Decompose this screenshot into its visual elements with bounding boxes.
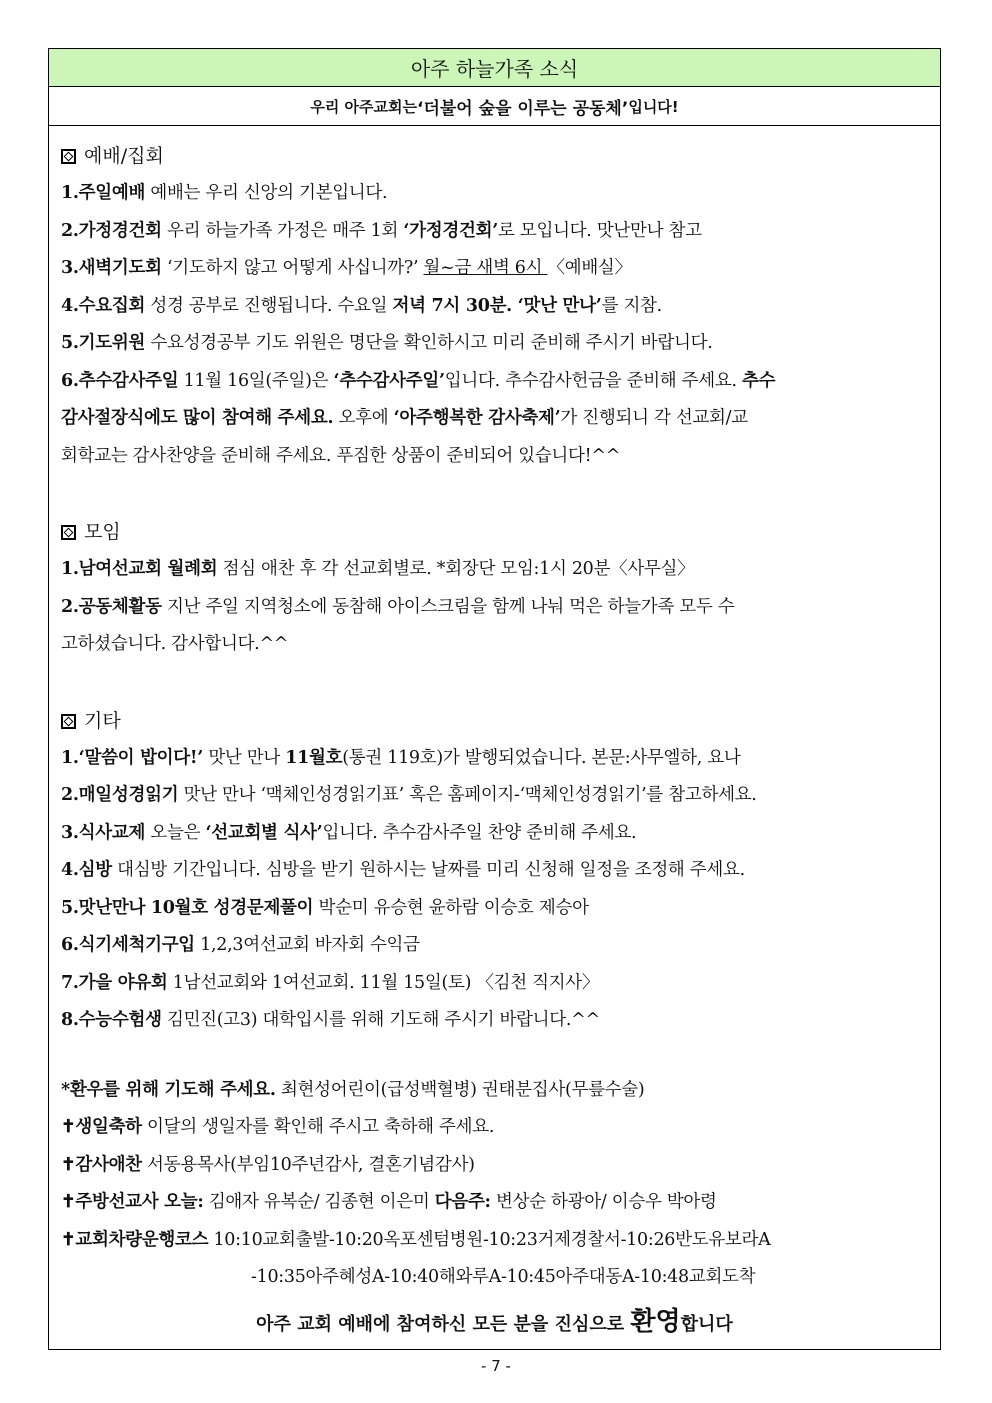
line-b: 2.매일성경읽기 bbox=[61, 785, 179, 805]
list-item bbox=[61, 250, 934, 288]
page-number: - 7 - bbox=[481, 1357, 511, 1375]
line-b: 5.기도위원 bbox=[61, 333, 146, 353]
line-t: 박순미 유승현 윤하람 이승호 제승아 bbox=[313, 897, 589, 918]
line-t2: (통권 119호)가 발행되었습니다. 본문:사무엘하, 요나 bbox=[342, 747, 741, 768]
spacer bbox=[61, 475, 934, 513]
list-item bbox=[61, 1072, 934, 1110]
list-item bbox=[61, 815, 934, 853]
list-item bbox=[61, 740, 934, 778]
line-t: 맛난 만나 ‘맥체인성경읽기표’ 혹은 홈페이지-‘맥체인성경읽기’를 참고하세요. bbox=[178, 785, 757, 805]
welcome-post: 합니다 bbox=[680, 1314, 733, 1335]
line-b: 4.심방 bbox=[61, 860, 112, 880]
line-t2: 를 지참. bbox=[601, 295, 662, 316]
section-title-meeting bbox=[61, 513, 934, 551]
welcome-big: 환영 bbox=[630, 1307, 681, 1337]
line-u: 월~금 새벽 6시 bbox=[423, 258, 548, 278]
section-box-icon bbox=[61, 149, 76, 164]
line-t2: 로 모입니다. 맛난만나 참고 bbox=[498, 220, 702, 241]
worship-list bbox=[61, 175, 934, 475]
list-item bbox=[61, 1002, 934, 1040]
line-b: 1.‘말씀이 밥이다!’ bbox=[61, 747, 204, 768]
list-item bbox=[61, 213, 934, 251]
line-b2: ‘선교회별 식사’ bbox=[205, 822, 323, 843]
welcome-pre: 아주 교회 예배에 참여하신 모든 분을 진심으로 bbox=[256, 1314, 631, 1335]
line-t: ‘기도하지 않고 어떻게 사십니까?’ bbox=[161, 258, 424, 278]
line-t: 1,2,3여선교회 바자회 수익금 bbox=[194, 935, 420, 955]
list-item bbox=[61, 288, 934, 326]
line-b: ✝감사애찬 bbox=[61, 1154, 142, 1175]
line-t: 최현성어린이(급성백혈병) 권태분집사(무릎수술) bbox=[275, 1079, 645, 1100]
notes-list bbox=[61, 1072, 934, 1297]
line-t2: 가 진행되니 각 선교회/교 bbox=[560, 408, 748, 428]
page-title: 아주 하늘가족 소식 bbox=[49, 49, 940, 87]
line-t: 10:10교회출발-10:20옥포센텀병원-10:23거제경찰서-10:26반도유보라A bbox=[208, 1229, 771, 1250]
section-title-text: 모임 bbox=[84, 521, 121, 543]
line-b2: ‘가정경건회’ bbox=[403, 220, 498, 241]
list-item bbox=[61, 1259, 934, 1297]
line-b2: ‘추수감사주일’ bbox=[333, 370, 445, 391]
line-b: 5.맛난만나 10월호 성경문제풀이 bbox=[61, 897, 314, 918]
line-b: *환우를 위해 기도해 주세요. bbox=[61, 1079, 276, 1100]
line-t: 대심방 기간입니다. 심방을 받기 원하시는 날짜를 미리 신청해 일정을 조정해 주세요. bbox=[111, 860, 745, 880]
list-item bbox=[61, 965, 934, 1003]
spacer bbox=[61, 664, 934, 702]
line-b: 4.수요집회 bbox=[61, 295, 146, 316]
line-t: 오늘은 bbox=[145, 822, 206, 843]
list-item bbox=[61, 777, 934, 815]
list-item bbox=[61, 852, 934, 890]
section-title-text: 기타 bbox=[84, 709, 121, 732]
line-b: 1.남여선교회 월례회 bbox=[61, 559, 218, 579]
line-b: 2.공동체활동 bbox=[61, 596, 162, 617]
line-b: 1.주일예배 bbox=[61, 183, 146, 203]
line-t: 점심 애찬 후 각 선교회별로. *회장단 모임:1시 20분〈사무실〉 bbox=[217, 559, 695, 579]
list-item bbox=[61, 1147, 934, 1185]
line-b2: 11월호 bbox=[285, 747, 343, 768]
line-t2: 입니다. 추수감사주일 찬양 준비해 주세요. bbox=[322, 822, 637, 843]
line-t: 김민진(고3) 대학입시를 위해 기도해 주시기 바랍니다.^^ bbox=[161, 1010, 600, 1030]
section-title-etc bbox=[61, 702, 934, 740]
subtitle-pre: 우리 아주교회는 bbox=[310, 97, 417, 116]
line-t: 예배는 우리 신앙의 기본입니다. bbox=[145, 183, 388, 203]
line-t: 지난 주일 지역청소에 동참해 아이스크림을 함께 나눠 먹은 하늘가족 모두 수 bbox=[161, 596, 735, 617]
line-t: 수요성경공부 기도 위원은 명단을 확인하시고 미리 준비해 주시기 바랍니다. bbox=[145, 333, 713, 353]
list-item bbox=[61, 551, 934, 589]
welcome-message bbox=[49, 1301, 940, 1338]
content bbox=[61, 137, 934, 1297]
list-item bbox=[61, 1222, 934, 1260]
line-b: 감사절장식에도 많이 참여해 주세요. bbox=[61, 408, 334, 428]
list-item bbox=[61, 400, 934, 438]
line-t: 오후에 bbox=[333, 408, 394, 428]
line-t: 성경 공부로 진행됩니다. 수요일 bbox=[145, 295, 393, 316]
line-b: ✝주방선교사 오늘: bbox=[61, 1192, 204, 1212]
line-b: 7.가을 야유회 bbox=[61, 972, 168, 993]
meeting-list bbox=[61, 551, 934, 664]
list-item bbox=[61, 626, 934, 664]
list-item bbox=[61, 438, 934, 476]
line-t2: 〈예배실〉 bbox=[547, 258, 632, 278]
line-b: ✝교회차량운행코스 bbox=[61, 1229, 209, 1250]
list-item bbox=[61, 175, 934, 213]
subtitle bbox=[49, 87, 940, 126]
line-t2: 변상순 하광아/ 이승우 박아령 bbox=[490, 1192, 717, 1212]
list-item bbox=[61, 927, 934, 965]
subtitle-post: 입니다! bbox=[628, 97, 679, 116]
line-t: 우리 하늘가족 가정은 매주 1회 bbox=[161, 220, 404, 241]
spacer bbox=[61, 1040, 934, 1072]
line-b2: 다음주: bbox=[434, 1192, 491, 1212]
line-t: -10:35아주혜성A-10:40해와루A-10:45아주대동A-10:48교회도착 bbox=[251, 1267, 756, 1287]
list-item bbox=[61, 1109, 934, 1147]
etc-list bbox=[61, 740, 934, 1040]
line-b: 6.식기세척기구입 bbox=[61, 935, 195, 955]
line-t: 고하셨습니다. 감사합니다.^^ bbox=[61, 634, 289, 654]
line-b2: ‘아주행복한 감사축제’ bbox=[393, 408, 561, 428]
section-box-icon bbox=[61, 714, 76, 729]
line-t: 1남선교회와 1여선교회. 11월 15일(토) 〈김천 직지사〉 bbox=[167, 972, 600, 993]
line-t2: 입니다. 추수감사헌금을 준비해 주세요. bbox=[444, 370, 743, 391]
list-item bbox=[61, 890, 934, 928]
subtitle-emphasis: ‘더불어 숲을 이루는 공동체’ bbox=[417, 98, 629, 119]
section-title-text: 예배/집회 bbox=[84, 145, 164, 167]
line-b: ✝생일축하 bbox=[61, 1117, 142, 1137]
line-b: 3.새벽기도회 bbox=[61, 258, 162, 278]
line-t: 서동용목사(부임10주년감사, 결혼기념감사) bbox=[141, 1154, 475, 1175]
line-t: 11월 16일(주일)은 bbox=[178, 370, 334, 391]
section-title-worship bbox=[61, 137, 934, 175]
section-box-icon bbox=[61, 525, 76, 540]
list-item bbox=[61, 1184, 934, 1222]
line-b: 8.수능수험생 bbox=[61, 1010, 162, 1030]
line-b3: 추수 bbox=[742, 370, 776, 391]
line-b: 2.가정경건회 bbox=[61, 220, 162, 241]
list-item bbox=[61, 589, 934, 627]
line-t: 이달의 생일자를 확인해 주시고 축하해 주세요. bbox=[141, 1117, 495, 1137]
list-item bbox=[61, 363, 934, 401]
line-t: 맛난 만나 bbox=[203, 747, 286, 768]
line-t: 회학교는 감사찬양을 준비해 주세요. 푸짐한 상품이 준비되어 있습니다!^^ bbox=[61, 445, 621, 466]
list-item bbox=[61, 325, 934, 363]
newsletter-frame bbox=[48, 48, 941, 1350]
line-b2: 저녁 7시 30분. ‘맛난 만나’ bbox=[392, 295, 602, 316]
line-b: 3.식사교제 bbox=[61, 822, 146, 843]
line-t: 김애자 유복순/ 김종현 이은미 bbox=[203, 1192, 435, 1212]
line-b: 6.추수감사주일 bbox=[61, 370, 179, 391]
